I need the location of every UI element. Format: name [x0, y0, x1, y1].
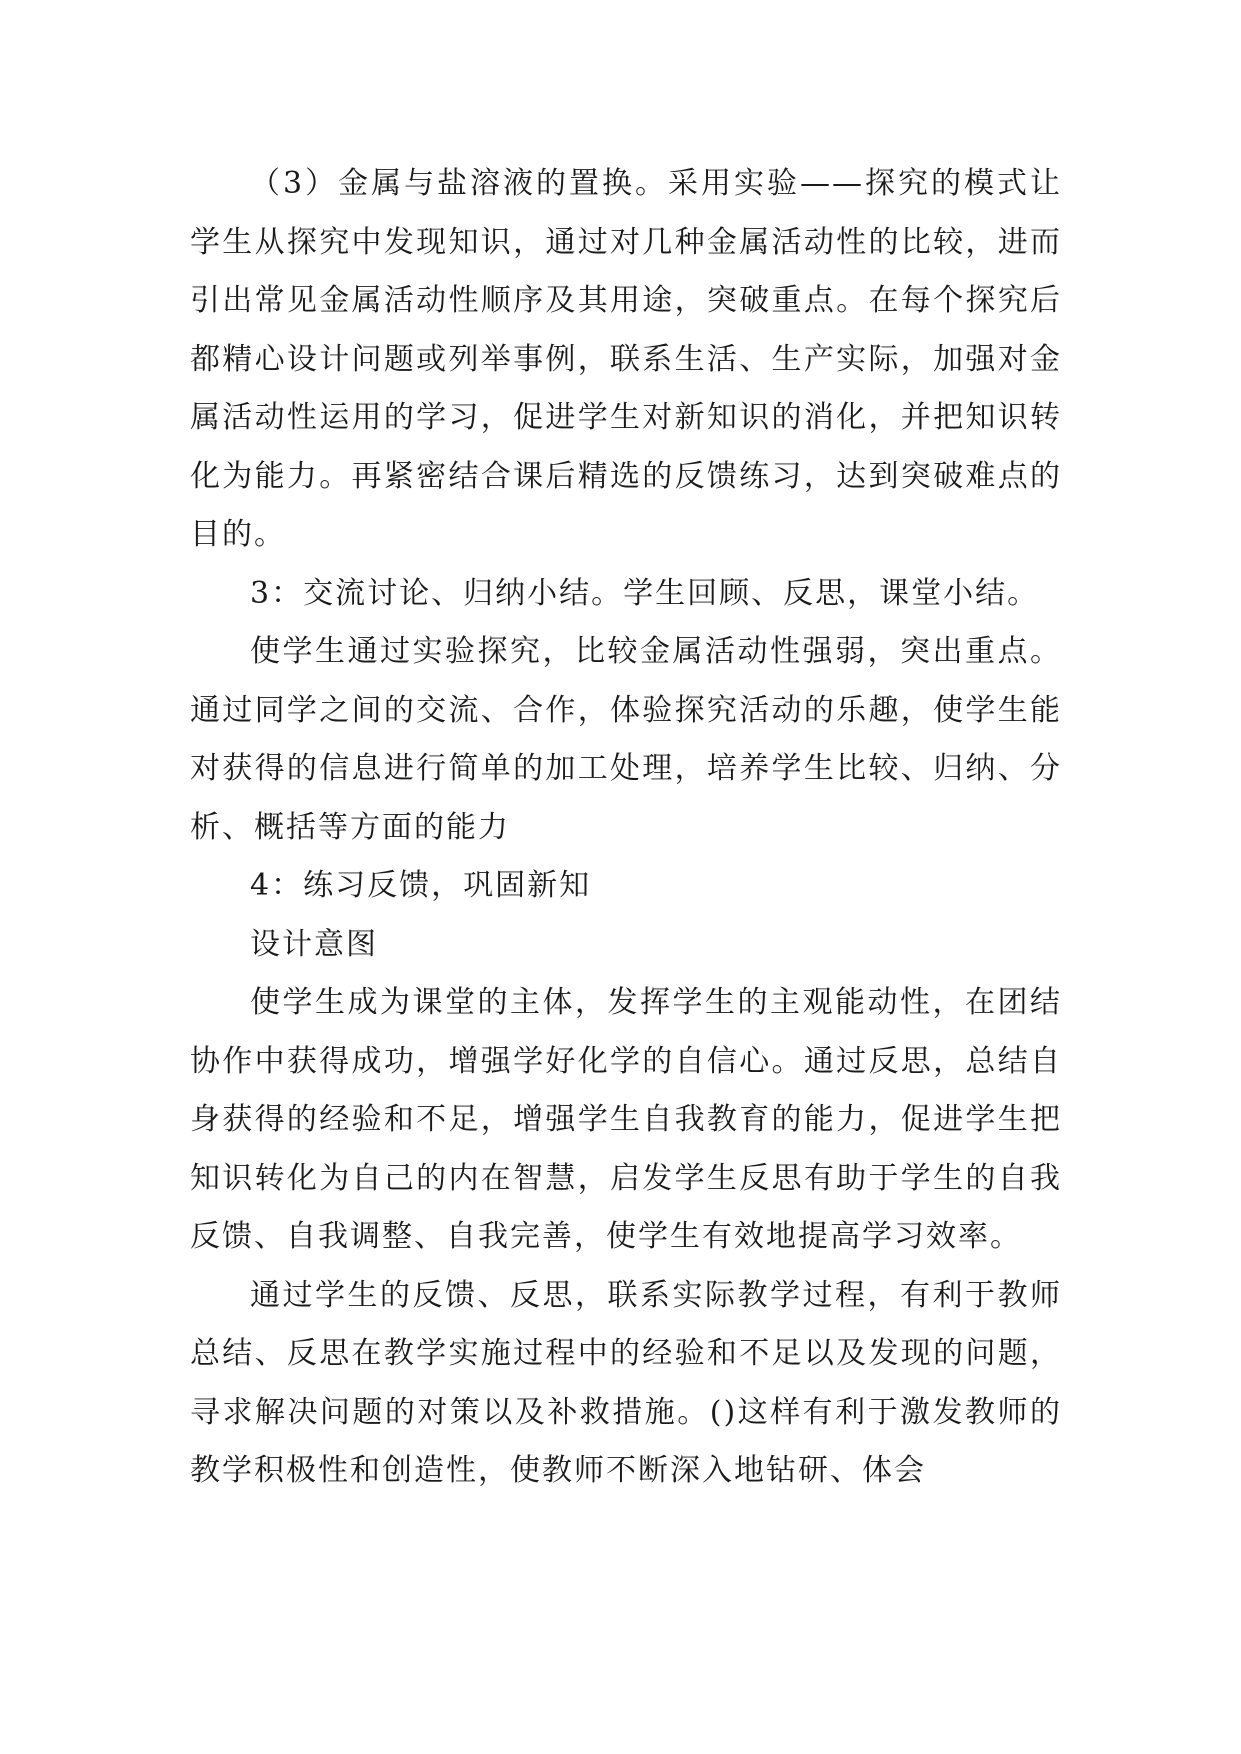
paragraph-teacher-reflection: 通过学生的反馈、反思，联系实际教学过程，有利于教师总结、反思在教学实施过程中的经验和不足以及发现的问题，寻求解决问题的对策以及补救措施。()这样有利于激发教师的教学积极性和创造性，使教师不断深入地钻研、体会	[190, 1277, 1062, 1488]
paragraph-metal-salt-displacement: （3）金属与盐溶液的置换。采用实验——探究的模式让学生从探究中发现知识，通过对几种金属活动性的比较，进而引出常见金属活动性顺序及其用途，突破重点。在每个探究后都精心设计问题或列举事例，联系生活、生产实际，加强对金属活动性运用的学习，促进学生对新知识的消化，并把知识转化为能力。再紧密结合课后精选的反馈练习，达到突破难点的目的。	[190, 166, 1062, 552]
paragraph-step-3-discussion: 3：交流讨论、归纳小结。学生回顾、反思，课堂小结。	[250, 575, 1040, 611]
paragraph-experiment-inquiry: 使学生通过实验探究，比较金属活动性强弱，突出重点。通过同学之间的交流、合作，体验探究活动的乐趣，使学生能对获得的信息进行简单的加工处理，培养学生比较、归纳、分析、概括等方面的能力	[190, 634, 1062, 845]
document-page	[190, 155, 1062, 1501]
heading-design-intent: 设计意图	[250, 926, 378, 962]
paragraph-step-4-practice: 4：练习反馈，巩固新知	[250, 868, 592, 903]
paragraph-student-subject: 使学生成为课堂的主体，发挥学生的主观能动性，在团结协作中获得成功，增强学好化学的自信心。通过反思，总结自身获得的经验和不足，增强学生自我教育的能力，促进学生把知识转化为自己的内在智慧，启发学生反思有助于学生的自我反馈、自我调整、自我完善，使学生有效地提高学习效率。	[190, 985, 1062, 1254]
